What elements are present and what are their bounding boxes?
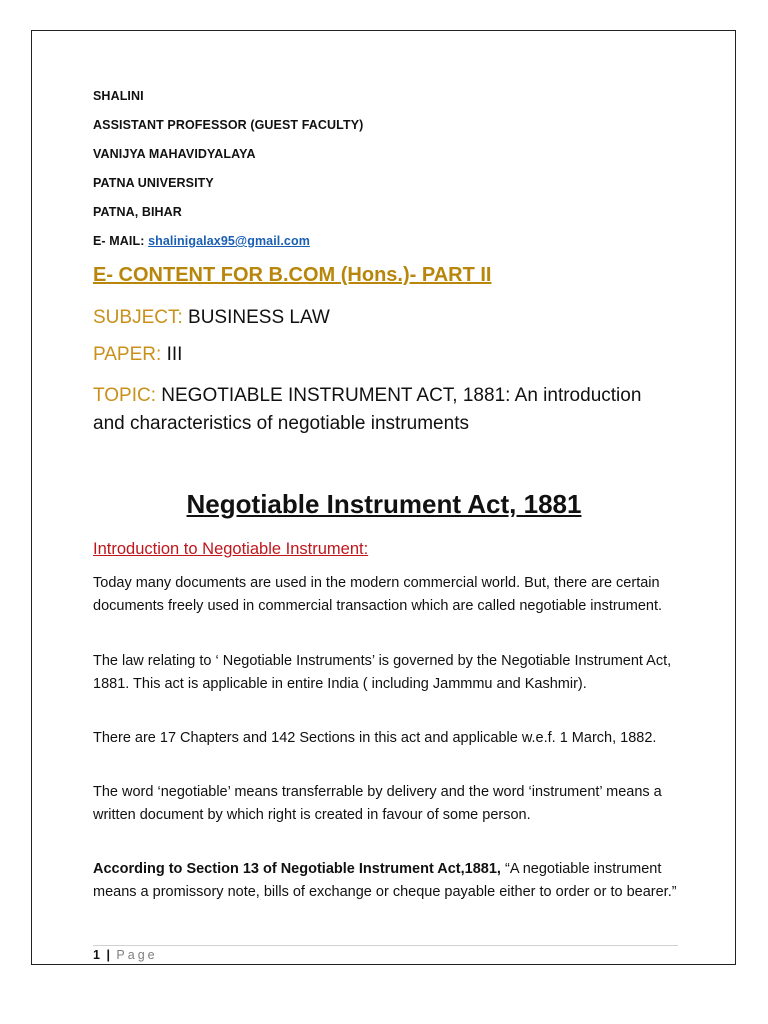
definition-quote: “A negotiable instrument means a promissory note, bills of exchange or cheque payable either to order or to bearer.”: [93, 861, 677, 900]
paper-value: III: [166, 344, 183, 365]
page-footer: [93, 948, 158, 962]
footer-separator: |: [106, 948, 110, 962]
page-number: 1: [93, 948, 100, 962]
definition-lead: According to Section 13 of Negotiable Instrument Act,1881,: [93, 861, 501, 877]
email-label: E- MAIL:: [93, 234, 145, 248]
paragraph: There are 17 Chapters and 142 Sections in this act and applicable w.e.f. 1 March, 1882.: [93, 730, 657, 746]
subject-key: SUBJECT:: [93, 307, 183, 328]
page-label: Page: [116, 948, 158, 962]
footer-rule: [93, 945, 678, 946]
author-university: PATNA UNIVERSITY: [93, 176, 214, 190]
main-title: Negotiable Instrument Act, 1881: [186, 489, 582, 519]
definition-paragraph: [93, 858, 678, 903]
topic-value: NEGOTIABLE INSTRUMENT ACT, 1881: An introduction and characteristics of negotiable instruments: [93, 385, 642, 434]
paragraph: The law relating to ‘ Negotiable Instruments’ is governed by the Negotiable Instrument Act, 1881. This act is applicable in entire India ( including Jammmu and Kashmir).: [93, 653, 672, 692]
paper-line: [93, 344, 182, 366]
econtent-title: E- CONTENT FOR B.COM (Hons.)- PART II: [93, 264, 492, 286]
email-line: [93, 234, 310, 248]
email-link[interactable]: shalinigalax95@gmail.com: [148, 234, 310, 248]
subject-value: BUSINESS LAW: [188, 307, 330, 328]
subject-line: [93, 307, 330, 329]
author-college: VANIJYA MAHAVIDYALAYA: [93, 147, 256, 161]
topic-line: [93, 382, 653, 438]
author-designation: ASSISTANT PROFESSOR (GUEST FACULTY): [93, 118, 364, 132]
topic-key: TOPIC:: [93, 385, 156, 406]
section-heading: Introduction to Negotiable Instrument:: [93, 540, 369, 558]
paragraph: Today many documents are used in the modern commercial world. But, there are certain documents freely used in commercial transaction which are called negotiable instrument.: [93, 575, 663, 614]
paper-key: PAPER:: [93, 344, 162, 365]
paragraph: The word ‘negotiable’ means transferrable by delivery and the word ‘instrument’ means a written document by which right is created in favour of some person.: [93, 784, 662, 823]
author-name: SHALINI: [93, 89, 144, 103]
author-location: PATNA, BIHAR: [93, 205, 182, 219]
